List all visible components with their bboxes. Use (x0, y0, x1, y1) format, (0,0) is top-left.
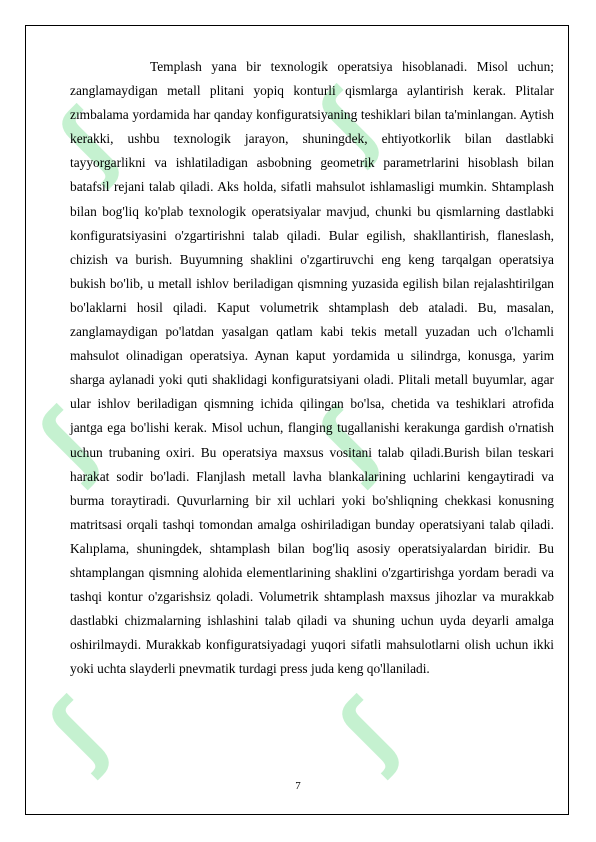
watermark-logo: ʃ (30, 679, 131, 781)
watermark-logo: ʃ (40, 89, 141, 191)
watermark-logo: ʃ (300, 389, 401, 491)
document-body (70, 55, 554, 681)
watermark-logo: ʃ (300, 69, 401, 171)
watermark-logo: ʃ (320, 679, 421, 781)
watermark-logo: ʃ (20, 389, 121, 491)
body-paragraph: Templash yana bir texnologik operatsiya hisoblanadi. Misol uchun; zanglamaydigan metall plitani yopiq konturli qismlarga aylantirish kerak. Plitalar zımbalama yordamida har qanday konfiguratsiyaning teshiklari bilan ta'minlangan. Aytish kerakki, ushbu texnologik jarayon, shuningdek, ehtiyotkorlik bilan dastlabki tayyorgarlikni va ishlatiladigan asbobning geometrik parametrlarini hisoblash bilan batafsil rejani talab qiladi. Aks holda, sifatli mahsulot ishlamasligi mumkin. Shtamplash bilan bog'liq ko'plab texnologik operatsiyalar mavjud, chunki bu qismlarning dastlabki konfiguratsiyasini o'zgartirishni talab qiladi. Bular egilish, shakllantirish, flaneslash, chizish va burish. Buyumning shaklini o'zgartiruvchi eng keng tarqalgan operatsiya bukish bo'lib, u metall ishlov beriladigan qismning yuzasida egilish bilan rejalashtirilgan bo'laklarni hosil qiladi. Kaput volumetrik shtamplash deb ataladi. Bu, masalan, zanglamaydigan po'latdan yasalgan qatlam kabi tekis metall yuzadan uch o'lchamli mahsulot olinadigan operatsiya. Aynan kaput yordamida u silindrga, konusga, yarim sharga aylanadi yoki quti shaklidagi konfiguratsiyani oladi. Plitali metall buyumlar, agar ular ishlov beriladigan qismning ichida qilingan bo'lsa, chetida va teshiklari atrofida jantga ega bo'lishi kerak. Misol uchun, flanging tugallanishi kerakunga gardish o'rnatish uchun trubaning oxiri. Bu operatsiya maxsus vositani talab qiladi.Burish bilan teskari harakat sodir bo'ladi. Flanjlash metall lavha blankalarining uchlarini kengaytiradi va burma toraytiradi. Quvurlarning bir xil uchlari yoki bo'shliqning chekkasi konusning matritsasi orqali tashqi tomondan amalga oshiriladigan bunday operatsiyani talab qiladi. Kalıplama, shuningdek, shtamplash bilan bog'liq asosiy operatsiyalardan biridir. Bu shtamplangan qismning alohida elementlarining shaklini o'zgartirishga yordam beradi va tashqi kontur o'zgarishsiz qoladi. Volumetrik shtamplash maxsus jihozlar va murakkab dastlabki chizmalarning ishlashini talab qiladi va shuning uchun uyda deyarli amalga oshirilmaydi. Murakkab konfiguratsiyadagi yuqori sifatli mahsulotlarni olish uchun ikki yoki uchta slayderli pnevmatik turdagi press juda keng qo'llaniladi. (70, 59, 554, 677)
page-number: 7 (295, 780, 301, 792)
